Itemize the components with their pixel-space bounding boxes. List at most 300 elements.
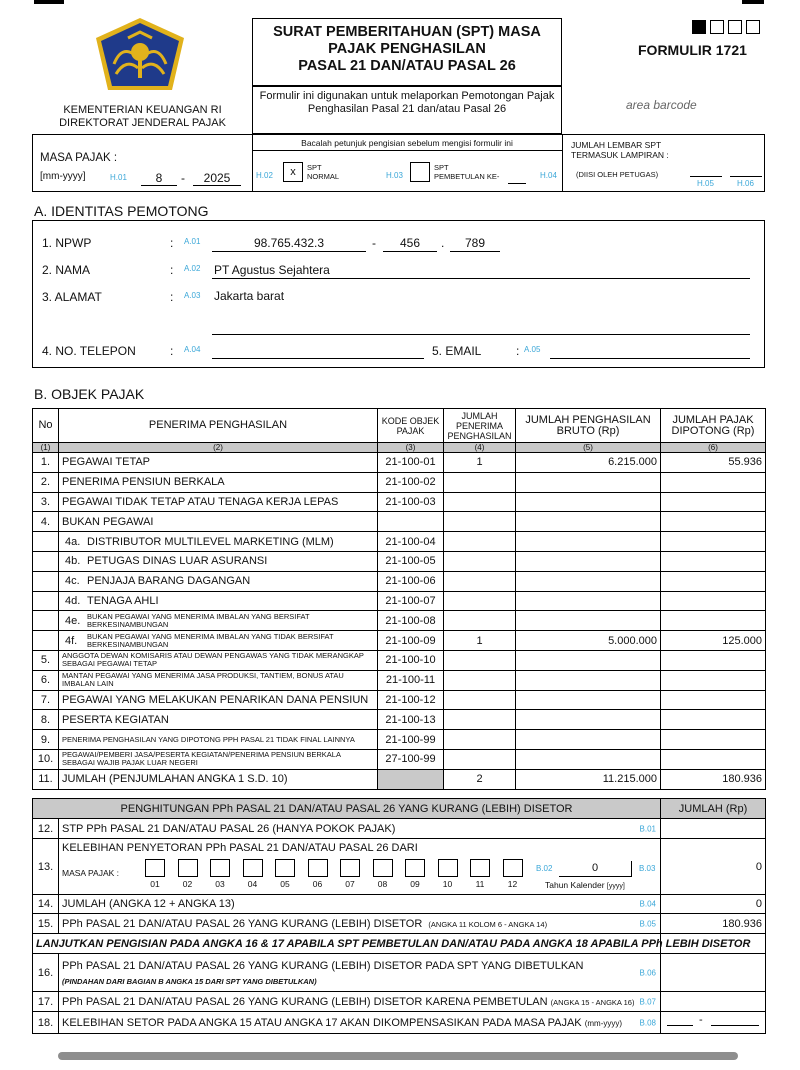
row-small: (mm-yyyy) bbox=[584, 1018, 623, 1028]
row-dipotong[interactable] bbox=[661, 512, 766, 532]
header-no: No bbox=[33, 409, 59, 443]
row-bruto[interactable]: 11.215.000 bbox=[516, 769, 661, 789]
separator: . bbox=[441, 236, 445, 250]
row-dipotong[interactable]: 55.936 bbox=[661, 453, 766, 473]
field-code: B.06 bbox=[639, 968, 657, 977]
telepon-field[interactable] bbox=[212, 358, 424, 359]
npwp-field-2[interactable]: 456 bbox=[399, 236, 421, 250]
month-checkbox[interactable] bbox=[373, 859, 393, 877]
row-name bbox=[59, 551, 378, 571]
col-num: (4) bbox=[444, 443, 516, 453]
row-value[interactable]: 0 bbox=[661, 839, 766, 895]
month-label: 11 bbox=[475, 879, 485, 889]
section-a-title: A. IDENTITAS PEMOTONG bbox=[34, 203, 209, 219]
alamat-field[interactable]: Jakarta barat bbox=[214, 289, 285, 303]
npwp-field-3[interactable]: 789 bbox=[464, 236, 486, 250]
row-dipotong[interactable] bbox=[661, 551, 766, 571]
row-dipotong[interactable] bbox=[661, 670, 766, 690]
nama-field[interactable]: PT Agustus Sejahtera bbox=[214, 263, 330, 277]
field-code: B.05 bbox=[639, 919, 657, 928]
horizontal-scrollbar[interactable] bbox=[58, 1052, 738, 1060]
spt-pembetulan-label bbox=[434, 163, 499, 181]
tahun-label: Tahun Kalender bbox=[545, 880, 605, 890]
row-label bbox=[59, 954, 661, 992]
table-row bbox=[33, 512, 766, 532]
instruction-text: Bacalah petunjuk pengisian sebelum mengisi formulir ini bbox=[301, 138, 513, 148]
row-no bbox=[33, 571, 59, 591]
masa-year-field[interactable]: 2025 bbox=[203, 171, 231, 185]
row-jumlah[interactable] bbox=[444, 532, 516, 552]
row-jumlah[interactable] bbox=[444, 571, 516, 591]
field-code: A.04 bbox=[184, 345, 201, 354]
table-row bbox=[33, 690, 766, 710]
row-kode bbox=[378, 512, 444, 532]
page-indicator-empty bbox=[746, 20, 760, 34]
col-num: (6) bbox=[661, 443, 766, 453]
row-name bbox=[59, 492, 378, 512]
month-checkbox[interactable] bbox=[145, 859, 165, 877]
row-name-text: PETUGAS DINAS LUAR ASURANSI bbox=[87, 555, 268, 568]
row-bruto[interactable] bbox=[516, 512, 661, 532]
row-name bbox=[59, 730, 378, 750]
month-checkbox[interactable] bbox=[178, 859, 198, 877]
row-name bbox=[59, 670, 378, 690]
month-label: 05 bbox=[280, 879, 290, 889]
row-text: JUMLAH (ANGKA 12 + ANGKA 13) bbox=[62, 898, 235, 910]
tahun-kalender-label bbox=[545, 880, 625, 890]
row-bruto[interactable] bbox=[516, 690, 661, 710]
month-label: 04 bbox=[247, 879, 258, 889]
form-number: FORMULIR 1721 bbox=[638, 42, 747, 58]
field-code: B.08 bbox=[639, 1018, 657, 1027]
row-jumlah[interactable] bbox=[444, 670, 516, 690]
row-name bbox=[59, 591, 378, 611]
row-kode: 21-100-05 bbox=[378, 551, 444, 571]
row-name-text: PENJAJA BARANG DAGANGAN bbox=[87, 575, 251, 588]
row-value[interactable] bbox=[661, 954, 766, 992]
lembar-field-1[interactable] bbox=[690, 176, 722, 177]
month-checkbox[interactable] bbox=[438, 859, 458, 877]
month-checkbox[interactable] bbox=[275, 859, 295, 877]
row-bruto[interactable] bbox=[516, 532, 661, 552]
row-kode: 21-100-06 bbox=[378, 571, 444, 591]
row-no: 7. bbox=[33, 690, 59, 710]
divider bbox=[562, 134, 563, 192]
month-label: 12 bbox=[507, 879, 518, 889]
table-row bbox=[33, 551, 766, 571]
row-name bbox=[59, 631, 378, 651]
top-mark-left bbox=[34, 0, 64, 4]
row-kode: 21-100-09 bbox=[378, 631, 444, 651]
row-name-text: BUKAN PEGAWAI YANG MENERIMA IMBALAN YANG TIDAK BERSIFAT BERKESINAMBUNGAN bbox=[87, 631, 334, 649]
form-subtitle: Formulir ini digunakan untuk melaporkan Pemotongan Pajak Penghasilan Pasal 21 dan/atau Pasal 26 bbox=[259, 90, 555, 115]
colon: : bbox=[516, 344, 520, 358]
ministry-line: KEMENTERIAN KEUANGAN RI bbox=[63, 104, 222, 116]
row-no: 13. bbox=[33, 839, 59, 895]
row-name-text: JUMLAH (PENJUMLAHAN ANGKA 1 S.D. 10) bbox=[62, 773, 288, 786]
row-name-text: ANGGOTA DEWAN KOMISARIS ATAU DEWAN PENGAWAS YANG TIDAK MERANGKAP SEBAGAI PEGAWAI TETAP bbox=[62, 651, 364, 669]
row-name bbox=[59, 453, 378, 473]
row-text: STP PPh PASAL 21 DAN/ATAU PASAL 26 (HANYA POKOK PAJAK) bbox=[62, 822, 396, 835]
underline bbox=[141, 185, 177, 186]
email-field[interactable] bbox=[550, 358, 750, 359]
row-no: 11. bbox=[33, 769, 59, 789]
underline bbox=[383, 251, 437, 252]
page-indicator-empty bbox=[710, 20, 724, 34]
calc-header-row bbox=[33, 799, 766, 819]
masa-format: [mm-yyyy] bbox=[40, 171, 86, 182]
row-jumlah[interactable] bbox=[444, 492, 516, 512]
row-dipotong[interactable] bbox=[661, 532, 766, 552]
table-row bbox=[33, 571, 766, 591]
spt-pembetulan-checkbox[interactable] bbox=[410, 162, 430, 182]
row-jumlah[interactable]: 1 bbox=[444, 631, 516, 651]
row-bruto[interactable] bbox=[516, 650, 661, 670]
row-kode: 21-100-11 bbox=[378, 670, 444, 690]
month-label: 09 bbox=[410, 879, 420, 889]
row-name bbox=[59, 571, 378, 591]
top-mark-right bbox=[742, 0, 764, 4]
row-text: PPh PASAL 21 DAN/ATAU PASAL 26 YANG KURANG (LEBIH) DISETOR bbox=[62, 917, 423, 930]
calc-row-18 bbox=[33, 1012, 766, 1034]
month-label: 02 bbox=[182, 879, 193, 889]
row-kode: 21-100-99 bbox=[378, 730, 444, 750]
row-no bbox=[33, 611, 59, 631]
row-bruto[interactable] bbox=[516, 591, 661, 611]
row-no: 3. bbox=[33, 492, 59, 512]
underline bbox=[212, 251, 366, 252]
row-dipotong[interactable] bbox=[661, 690, 766, 710]
calc-row-12 bbox=[33, 819, 766, 839]
row-sub-no: 4a. bbox=[65, 535, 81, 548]
row-label bbox=[59, 992, 661, 1012]
row-bruto[interactable]: 5.000.000 bbox=[516, 631, 661, 651]
header-dipotong: JUMLAH PAJAK DIPOTONG (Rp) bbox=[661, 409, 766, 443]
row-no: 9. bbox=[33, 730, 59, 750]
row-bruto[interactable] bbox=[516, 492, 661, 512]
row-bruto[interactable]: 6.215.000 bbox=[516, 453, 661, 473]
row-name-text: PENERIMA PENSIUN BERKALA bbox=[62, 476, 225, 489]
row-kode: 21-100-10 bbox=[378, 650, 444, 670]
row-value[interactable]: 0 bbox=[661, 895, 766, 914]
row-label bbox=[59, 1012, 661, 1034]
month-label: 10 bbox=[442, 879, 453, 889]
row-jumlah[interactable] bbox=[444, 551, 516, 571]
row-name-text: PEGAWAI TIDAK TETAP ATAU TENAGA KERJA LEPAS bbox=[62, 495, 339, 508]
row-jumlah[interactable] bbox=[444, 710, 516, 730]
row-name bbox=[59, 472, 378, 492]
underline bbox=[193, 185, 241, 186]
row-value[interactable] bbox=[661, 819, 766, 839]
row-dipotong[interactable] bbox=[661, 650, 766, 670]
row-kode: 21-100-08 bbox=[378, 611, 444, 631]
row-label bbox=[59, 895, 661, 914]
row-name-text: BUKAN PEGAWAI bbox=[62, 515, 154, 528]
row-name bbox=[59, 512, 378, 532]
row-jumlah[interactable] bbox=[444, 690, 516, 710]
separator: - bbox=[699, 1014, 703, 1026]
row-no: 16. bbox=[33, 954, 59, 992]
row-sub-no: 4f. bbox=[65, 634, 78, 647]
row-bruto[interactable] bbox=[516, 730, 661, 750]
row-kode: 21-100-07 bbox=[378, 591, 444, 611]
calc-row-14 bbox=[33, 895, 766, 914]
header-bruto: JUMLAH PENGHASILAN BRUTO (Rp) bbox=[516, 409, 661, 443]
row-bruto[interactable] bbox=[516, 670, 661, 690]
row-kode bbox=[378, 769, 444, 789]
underline bbox=[711, 1025, 759, 1026]
table-row bbox=[33, 492, 766, 512]
alamat-label: 3. ALAMAT bbox=[42, 290, 102, 304]
row-bruto[interactable] bbox=[516, 710, 661, 730]
table-row bbox=[33, 591, 766, 611]
row-no: 2. bbox=[33, 472, 59, 492]
row-text: PPh PASAL 21 DAN/ATAU PASAL 26 YANG KURANG (LEBIH) DISETOR PADA SPT YANG DIBETULKAN bbox=[62, 959, 584, 972]
row-jumlah[interactable] bbox=[444, 650, 516, 670]
col-num: (1) bbox=[33, 443, 59, 453]
row-label bbox=[59, 839, 661, 895]
field-code: H.03 bbox=[386, 171, 403, 180]
row-bruto[interactable] bbox=[516, 571, 661, 591]
month-label: 06 bbox=[312, 879, 323, 889]
row-no: 8. bbox=[33, 710, 59, 730]
row-name bbox=[59, 650, 378, 670]
title-line: PAJAK PENGHASILAN bbox=[328, 41, 486, 57]
row-kode: 21-100-12 bbox=[378, 690, 444, 710]
row-name-text: PEGAWAI YANG MELAKUKAN PENARIKAN DANA PENSIUN bbox=[62, 693, 369, 706]
row-no: 15. bbox=[33, 914, 59, 934]
section-b-title: B. OBJEK PAJAK bbox=[34, 386, 145, 402]
field-code: B.04 bbox=[639, 899, 657, 909]
calc-jumlah-header: JUMLAH (Rp) bbox=[661, 799, 766, 819]
row-kode: 21-100-03 bbox=[378, 492, 444, 512]
row-sub-no: 4d. bbox=[65, 594, 81, 607]
row-name bbox=[59, 611, 378, 631]
separator: - bbox=[181, 171, 185, 185]
form-title bbox=[252, 24, 562, 75]
column-number-row bbox=[33, 443, 766, 453]
masa-month-field[interactable]: 8 bbox=[155, 171, 163, 185]
row-sub-no: 4c. bbox=[65, 575, 80, 588]
row-dipotong[interactable] bbox=[661, 472, 766, 492]
field-code: A.02 bbox=[184, 264, 201, 273]
barcode-area: area barcode bbox=[626, 98, 697, 112]
row-jumlah[interactable] bbox=[444, 611, 516, 631]
month-label: 08 bbox=[377, 879, 388, 889]
separator: - bbox=[372, 236, 376, 250]
spt-normal-checkbox[interactable]: x bbox=[283, 162, 303, 182]
jumlah-lembar-label bbox=[571, 140, 669, 160]
divider bbox=[252, 150, 562, 151]
row-name bbox=[59, 769, 378, 789]
row-name bbox=[59, 749, 378, 769]
row-bruto[interactable] bbox=[516, 551, 661, 571]
month-checkbox[interactable] bbox=[340, 859, 360, 877]
table-row bbox=[33, 769, 766, 789]
row-name-text: TENAGA AHLI bbox=[87, 594, 159, 607]
row-value[interactable]: 180.936 bbox=[661, 914, 766, 934]
row-sub: (PINDAHAN DARI BAGIAN B ANGKA 15 DARI SPT YANG DIBETULKAN) bbox=[62, 976, 317, 986]
calc-row-17 bbox=[33, 992, 766, 1012]
month-label: 07 bbox=[345, 879, 355, 889]
month-checkbox[interactable] bbox=[308, 859, 328, 877]
colon: : bbox=[170, 344, 174, 358]
label-line: SPT bbox=[307, 163, 322, 172]
email-label: 5. EMAIL bbox=[432, 344, 482, 358]
row-value[interactable] bbox=[661, 992, 766, 1012]
objek-pajak-table bbox=[32, 408, 766, 790]
row-kode: 21-100-01 bbox=[378, 453, 444, 473]
row-jumlah[interactable] bbox=[444, 512, 516, 532]
row-name bbox=[59, 710, 378, 730]
col-num: (5) bbox=[516, 443, 661, 453]
row-no: 5. bbox=[33, 650, 59, 670]
row-small: (ANGKA 15 - ANGKA 16) bbox=[550, 997, 635, 1007]
row-dipotong[interactable]: 180.936 bbox=[661, 769, 766, 789]
row-no: 6. bbox=[33, 670, 59, 690]
row-text: PPh PASAL 21 DAN/ATAU PASAL 26 YANG KURANG (LEBIH) DISETOR KARENA PEMBETULAN bbox=[62, 995, 548, 1008]
row-name-text: BUKAN PEGAWAI YANG MENERIMA IMBALAN YANG BERSIFAT BERKESINAMBUNGAN bbox=[87, 611, 310, 629]
colon: : bbox=[170, 290, 174, 304]
npwp-label: 1. NPWP bbox=[42, 236, 92, 250]
table-row bbox=[33, 730, 766, 750]
calc-note-row bbox=[33, 934, 766, 954]
header-jumlah-penerima: JUMLAH PENERIMA PENGHASILAN bbox=[444, 409, 516, 443]
masa-pajak-label: MASA PAJAK : bbox=[40, 152, 118, 164]
row-bruto[interactable] bbox=[516, 611, 661, 631]
row-bruto[interactable] bbox=[516, 472, 661, 492]
row-no: 10. bbox=[33, 749, 59, 769]
divider bbox=[631, 861, 632, 877]
field-code: A.03 bbox=[184, 291, 201, 300]
row-no: 4. bbox=[33, 512, 59, 532]
table-header-row bbox=[33, 409, 766, 443]
tahun-field[interactable]: 0 bbox=[591, 862, 599, 874]
header-penerima: PENERIMA PENGHASILAN bbox=[59, 409, 378, 443]
row-jumlah[interactable] bbox=[444, 730, 516, 750]
row-dipotong[interactable] bbox=[661, 749, 766, 769]
row-jumlah[interactable]: 2 bbox=[444, 769, 516, 789]
header-kode: KODE OBJEK PAJAK bbox=[378, 409, 444, 443]
title-line: SURAT PEMBERITAHUAN (SPT) MASA bbox=[273, 24, 541, 40]
row-dipotong[interactable] bbox=[661, 571, 766, 591]
row-name-text: DISTRIBUTOR MULTILEVEL MARKETING (MLM) bbox=[87, 535, 334, 548]
lembar-field-2[interactable] bbox=[730, 176, 762, 177]
row-kode: 21-100-04 bbox=[378, 532, 444, 552]
row-dipotong[interactable] bbox=[661, 492, 766, 512]
field-code: B.03 bbox=[639, 864, 656, 873]
row-no: 17. bbox=[33, 992, 59, 1012]
month-checkbox[interactable] bbox=[405, 859, 425, 877]
calc-row-16 bbox=[33, 954, 766, 992]
table-row bbox=[33, 749, 766, 769]
field-code: H.05 bbox=[697, 179, 714, 188]
field-code: H.01 bbox=[110, 173, 127, 182]
row-no bbox=[33, 631, 59, 651]
title-line: PASAL 21 DAN/ATAU PASAL 26 bbox=[298, 58, 516, 74]
field-code: A.05 bbox=[524, 345, 541, 354]
row-kode: 21-100-13 bbox=[378, 710, 444, 730]
telepon-label: 4. NO. TELEPON bbox=[42, 344, 136, 358]
row-sub-no: 4b. bbox=[65, 555, 81, 568]
row-jumlah[interactable]: 1 bbox=[444, 453, 516, 473]
row-name-text: PESERTA KEGIATAN bbox=[62, 713, 169, 726]
row-label bbox=[59, 914, 661, 934]
continuation-note: LANJUTKAN PENGISIAN PADA ANGKA 16 & 17 APABILA SPT PEMBETULAN DAN/ATAU PADA ANGKA 18 APABILA PPh LEBIH DISETOR bbox=[33, 934, 661, 954]
row-no: 14. bbox=[33, 895, 59, 914]
row-text: KELEBIHAN SETOR PADA ANGKA 15 ATAU ANGKA 17 AKAN DIKOMPENSASIKAN PADA MASA PAJAK bbox=[62, 1016, 582, 1029]
ministry-name bbox=[40, 104, 245, 130]
row-kode: 27-100-99 bbox=[378, 749, 444, 769]
label-line: TERMASUK LAMPIRAN : bbox=[571, 150, 669, 160]
directorate-line: DIREKTORAT JENDERAL PAJAK bbox=[59, 117, 226, 129]
row-bruto[interactable] bbox=[516, 749, 661, 769]
col-num: (2) bbox=[59, 443, 378, 453]
row-jumlah[interactable] bbox=[444, 472, 516, 492]
row-jumlah[interactable] bbox=[444, 591, 516, 611]
row-no: 1. bbox=[33, 453, 59, 473]
table-row bbox=[33, 453, 766, 473]
row-dipotong[interactable] bbox=[661, 710, 766, 730]
penghitungan-table bbox=[32, 798, 766, 1034]
underline bbox=[212, 278, 750, 279]
label-line: PEMBETULAN KE- bbox=[434, 172, 500, 181]
row-name-text: PENERIMA PENGHASILAN YANG DIPOTONG PPH PASAL 21 TIDAK FINAL LAINNYA bbox=[62, 734, 355, 744]
table-row bbox=[33, 472, 766, 492]
row-dipotong[interactable]: 125.000 bbox=[661, 631, 766, 651]
table-row bbox=[33, 710, 766, 730]
month-checkbox[interactable] bbox=[243, 859, 263, 877]
empty-cell bbox=[661, 934, 766, 954]
month-checkbox[interactable] bbox=[210, 859, 230, 877]
field-code: H.04 bbox=[540, 171, 557, 180]
table-row bbox=[33, 650, 766, 670]
jumlah-lembar-note: (DIISI OLEH PETUGAS) bbox=[576, 170, 659, 179]
npwp-field-1[interactable]: 98.765.432.3 bbox=[253, 236, 325, 250]
row-jumlah[interactable] bbox=[444, 749, 516, 769]
row-name bbox=[59, 690, 378, 710]
month-label: 03 bbox=[215, 879, 225, 889]
row-name-text: PEGAWAI TETAP bbox=[62, 456, 151, 469]
label-line: NORMAL bbox=[307, 172, 340, 181]
spt-normal-label bbox=[307, 163, 339, 181]
row-dipotong[interactable] bbox=[661, 611, 766, 631]
row-sub-no: 4e. bbox=[65, 614, 81, 627]
underline bbox=[667, 1025, 693, 1026]
col-num: (3) bbox=[378, 443, 444, 453]
month-checkbox[interactable] bbox=[503, 859, 523, 877]
row-name-text: MANTAN PEGAWAI YANG MENERIMA JASA PRODUKSI, TANTIEM, BONUS ATAU IMBALAN LAIN bbox=[62, 671, 344, 689]
row-no: 12. bbox=[33, 819, 59, 839]
masa-pajak-label: MASA PAJAK : bbox=[62, 868, 120, 878]
calc-header: PENGHITUNGAN PPh PASAL 21 DAN/ATAU PASAL 26 YANG KURANG (LEBIH) DISETOR bbox=[33, 799, 661, 819]
page-indicator-empty bbox=[728, 20, 742, 34]
field-code: H.06 bbox=[737, 179, 754, 188]
page-indicator-filled bbox=[692, 20, 706, 34]
kompensasi-masa-field[interactable] bbox=[661, 1012, 766, 1034]
row-name bbox=[59, 532, 378, 552]
table-row bbox=[33, 631, 766, 651]
pembetulan-ke-field[interactable] bbox=[508, 183, 526, 184]
underline bbox=[212, 334, 750, 335]
month-label: 01 bbox=[150, 879, 160, 889]
row-no: 18. bbox=[33, 1012, 59, 1034]
month-checkbox[interactable] bbox=[470, 859, 490, 877]
row-dipotong[interactable] bbox=[661, 730, 766, 750]
field-code: B.02 bbox=[536, 864, 553, 873]
table-row bbox=[33, 532, 766, 552]
row-dipotong[interactable] bbox=[661, 591, 766, 611]
